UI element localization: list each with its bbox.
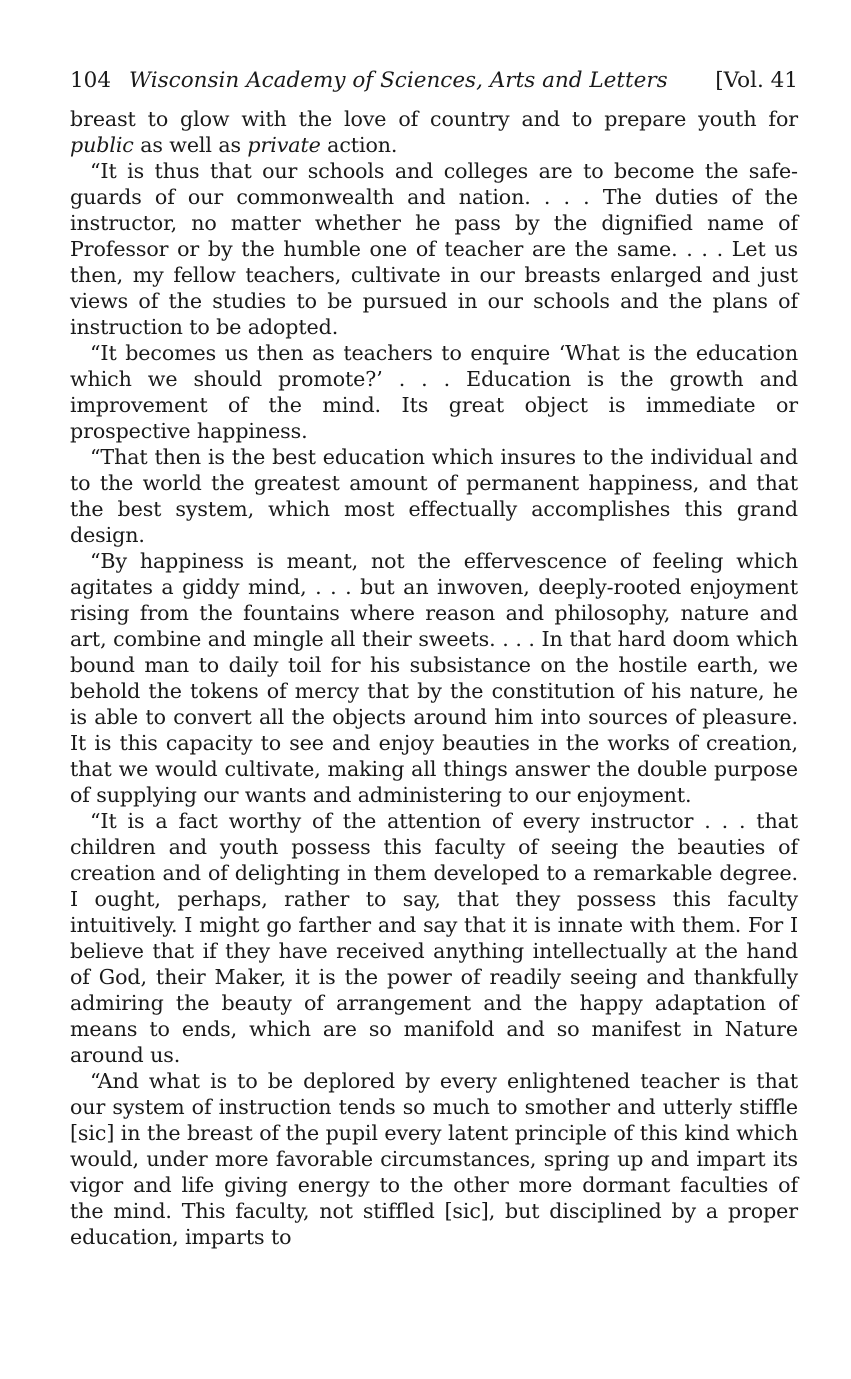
paragraph-text: as well as	[133, 133, 248, 157]
paragraph: “It is a fact worthy of the attention of every instructor . . . that children and youth possess this faculty of seeing the beauties of creation and of delighting in them developed to a remarkable degree. I ought, perhaps, rather to say, that they possess this faculty intuitively. I might go farther and say that it is innate with them. For I believe that if they have received anything intellectually at the hand of God, their Maker, it is the power of readily seeing and thankfully admiring the beauty of arrangement and the happy adaptation of means to ends, which are so manifold and so manifest in Nature around us.	[70, 809, 798, 1067]
emphasis-private: private	[247, 133, 321, 157]
running-head	[70, 62, 798, 106]
paragraph: “And what is to be deplored by every enlightened teacher is that our system of instruction tends so much to smother and utterly stiffle [sic] in the breast of the pupil every latent principle of this kind which would, under more favorable circumstances, spring up and impart its vigor and life giving energy to the other more dormant faculties of the mind. This faculty, not stiffled [sic], but disciplined by a proper education, imparts to	[70, 1069, 798, 1249]
paragraph-continued	[70, 106, 798, 158]
paragraph-text: action.	[320, 133, 398, 157]
journal-title: Wisconsin Academy of Sciences, Arts and Letters	[129, 68, 668, 93]
emphasis-public: public	[70, 133, 134, 157]
book-page	[70, 62, 798, 1250]
paragraph: “It becomes us then as teachers to enquire ‘What is the education which we should promote?’ . . . Education is the growth and improvement of the mind. Its great object is immediate or prospective happiness.	[70, 341, 798, 443]
volume-label: [Vol. 41	[715, 68, 798, 93]
body-text	[70, 106, 798, 1250]
paragraph: “It is thus that our schools and colleges are to become the safeguards of our commonwealth and nation. . . . The duties of the instructor, no matter whether he pass by the dignified name of Professor or by the humble one of teacher are the same. . . . Let us then, my fellow teachers, cultivate in our breasts enlarged and just views of the studies to be pursued in our schools and the plans of instruction to be adopted.	[70, 159, 798, 339]
page-number: 104	[70, 68, 112, 93]
paragraph-text: breast to glow with the love of country and to prepare youth for	[70, 107, 798, 131]
paragraph: “By happiness is meant, not the effervescence of feeling which agitates a giddy mind, . . . but an inwoven, deeply-rooted enjoyment rising from the fountains where reason and philosophy, nature and art, combine and mingle all their sweets. . . . In that hard doom which bound man to daily toil for his subsistance on the hostile earth, we behold the tokens of mercy that by the constitution of his nature, he is able to convert all the objects around him into sources of pleasure. It is this capacity to see and enjoy beauties in the works of creation, that we would cultivate, making all things answer the double purpose of supplying our wants and administering to our enjoyment.	[70, 549, 798, 807]
paragraph: “That then is the best education which insures to the individual and to the world the greatest amount of permanent happiness, and that the best system, which most effectually accomplishes this grand design.	[70, 445, 798, 547]
